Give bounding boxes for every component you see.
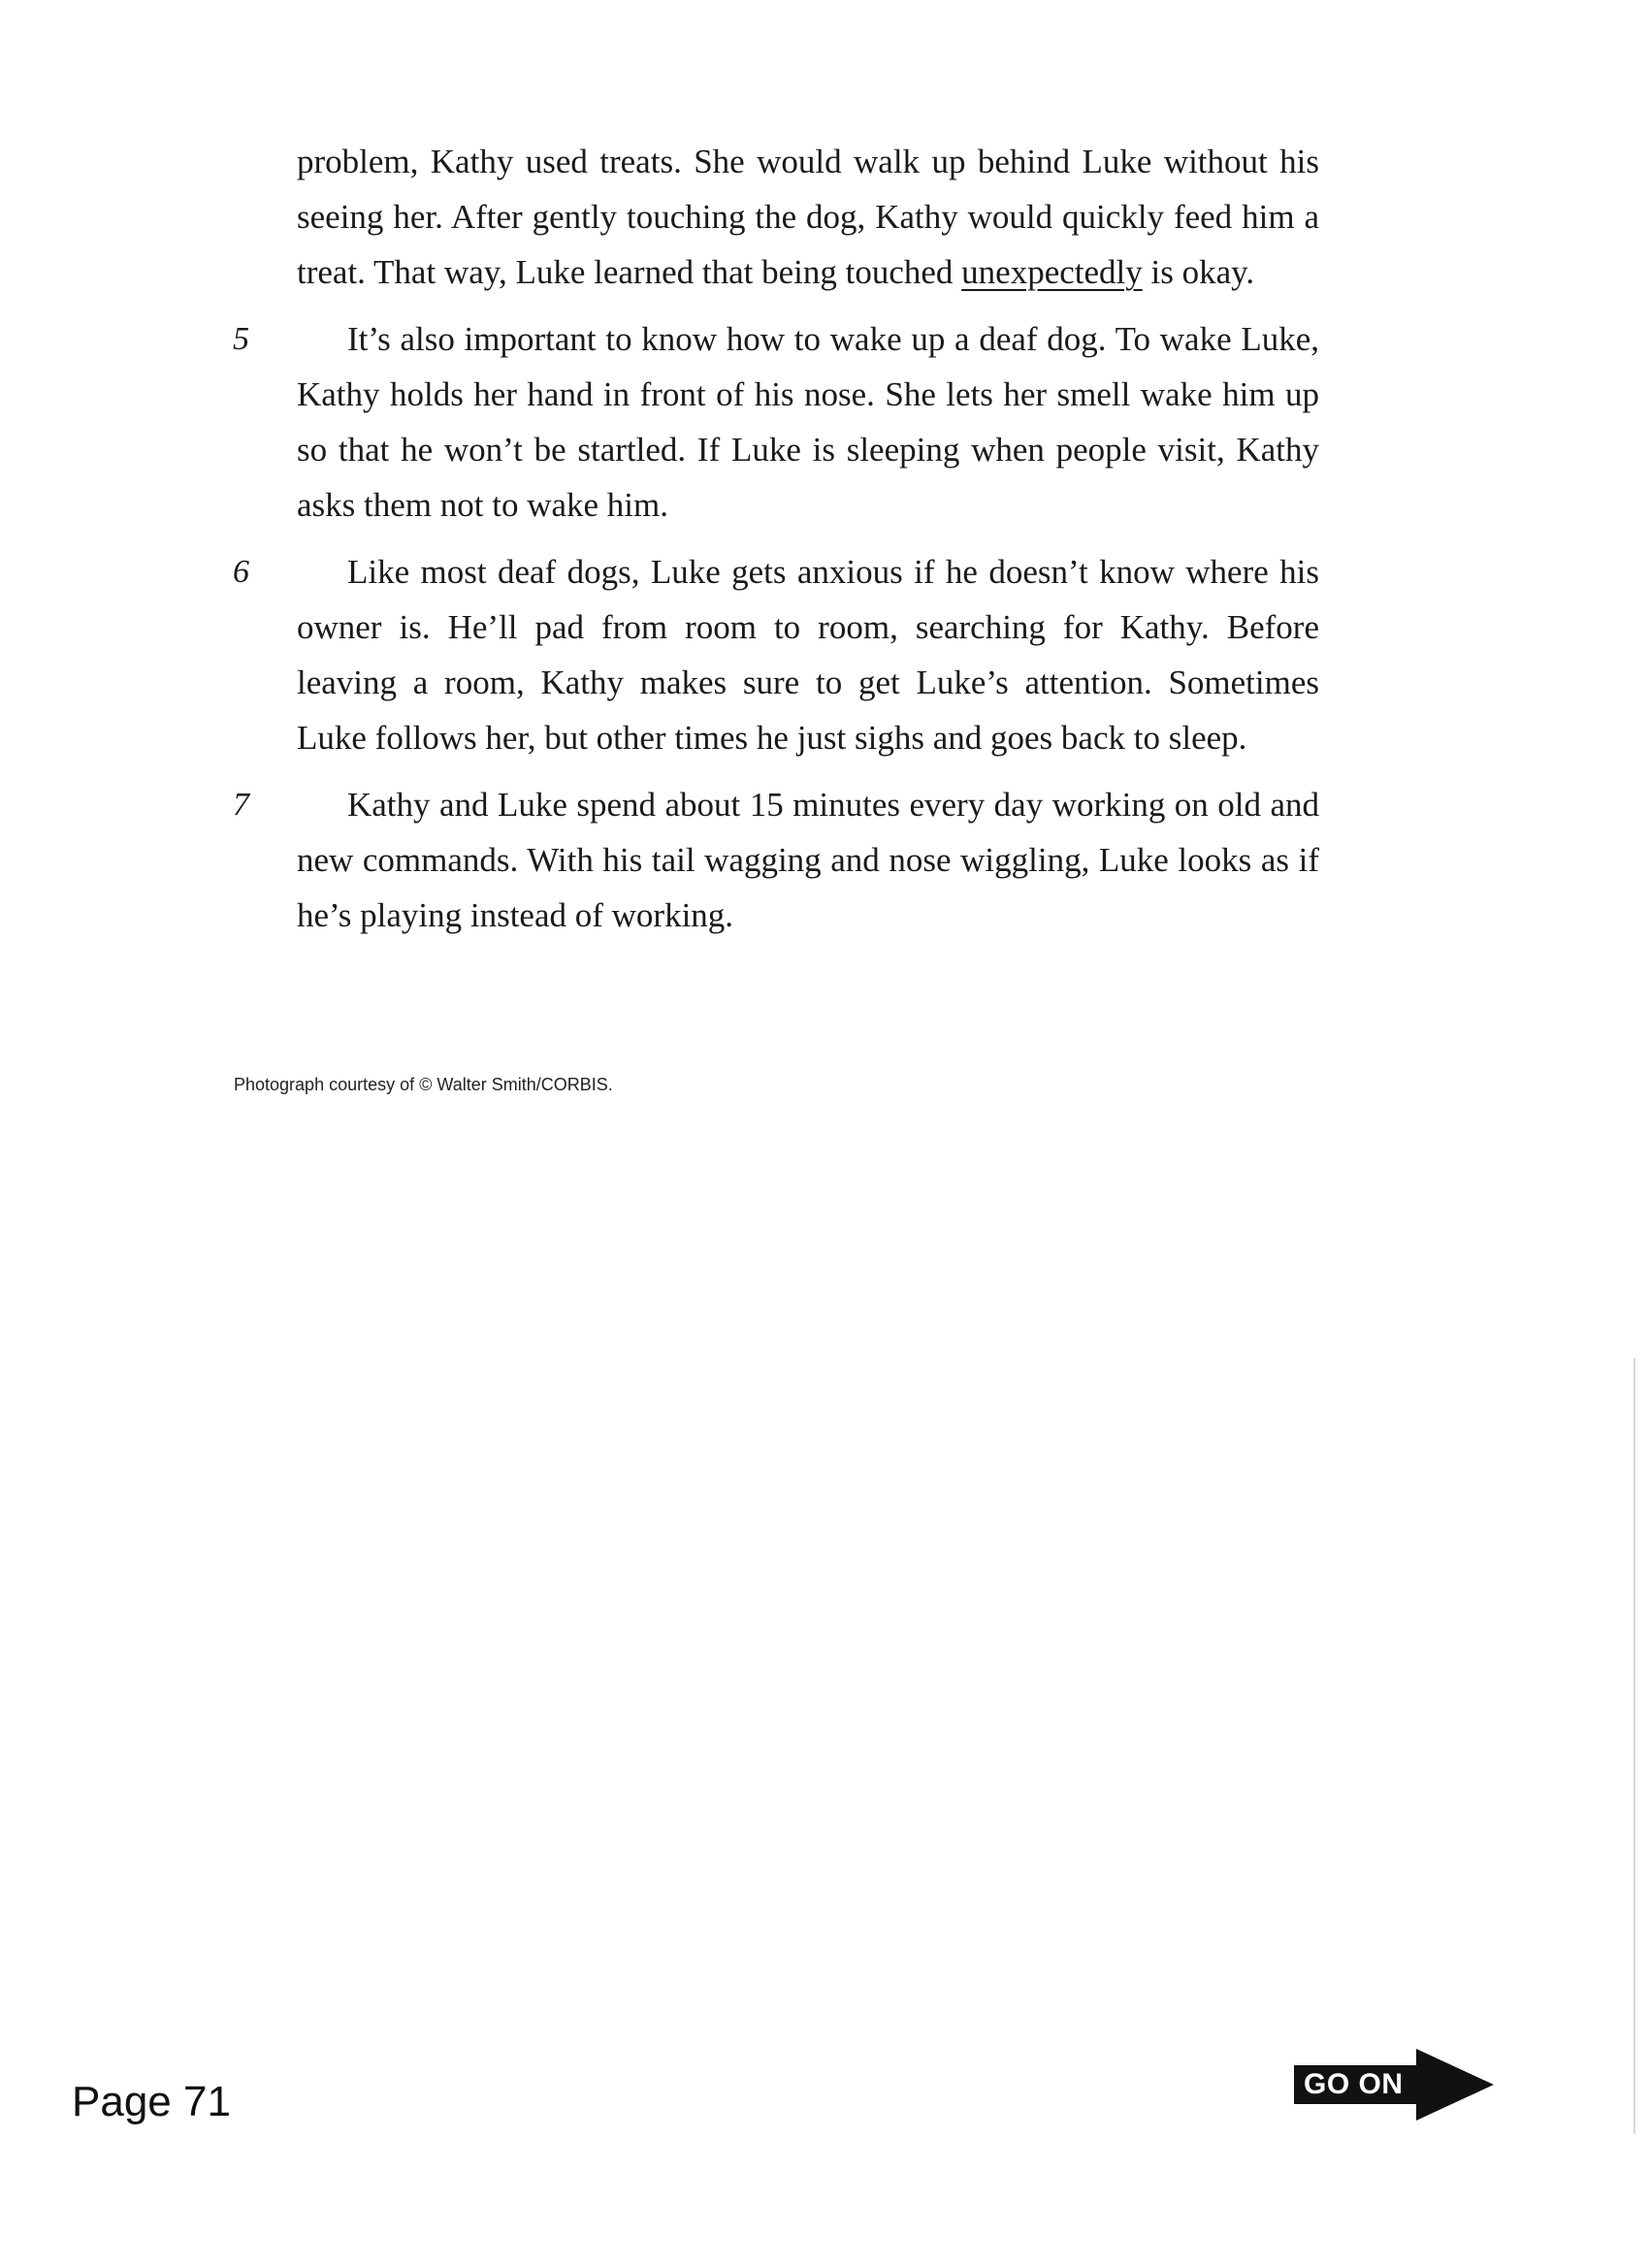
- paragraph-text: Like most deaf dogs, Luke gets anxious if he doesn’t know where his owner is. He’ll pad from room to room, searching for Kathy. Before leaving a room, Kathy makes sure to get Luke’s attention. Sometimes Luke follows her, but other times he just sighs and goes back to sleep.: [297, 553, 1319, 757]
- paragraph-number: 5: [233, 321, 249, 357]
- scan-edge-line: [1633, 1358, 1635, 2134]
- paragraph-number: 6: [233, 554, 249, 590]
- paragraph-text: Kathy and Luke spend about 15 minutes every day working on old and new commands. With his tail wagging and nose wiggling, Luke looks as if he’s playing instead of working.: [297, 786, 1319, 934]
- continuation-text-before: problem, Kathy used treats. She would walk up behind Luke without his seeing her. After gently touching the dog, Kathy would quickly feed him a treat. That way, Luke learned that being touched: [297, 143, 1319, 291]
- paragraph-6: [233, 544, 1319, 765]
- vocabulary-word-underlined: unexpectedly: [961, 253, 1143, 291]
- continuation-text: [297, 134, 1319, 300]
- passage-continuation: [233, 134, 1319, 300]
- paragraph-7: [233, 777, 1319, 943]
- go-on-label: GO ON: [1294, 2065, 1413, 2104]
- go-on-indicator: [1294, 2049, 1494, 2121]
- paragraph-text: It’s also important to know how to wake up a deaf dog. To wake Luke, Kathy holds her hand in front of his nose. She lets her smell wake him up so that he won’t be startled. If Luke is sleeping when people visit, Kathy asks them not to wake him.: [297, 320, 1319, 524]
- paragraph-5: [233, 311, 1319, 533]
- paragraph-number: 7: [233, 787, 249, 823]
- reading-passage: [233, 134, 1319, 955]
- continuation-text-after: is okay.: [1142, 253, 1255, 291]
- page-number: Page 71: [72, 2078, 231, 2125]
- photo-credit: Photograph courtesy of © Walter Smith/CORBIS.: [234, 1075, 613, 1094]
